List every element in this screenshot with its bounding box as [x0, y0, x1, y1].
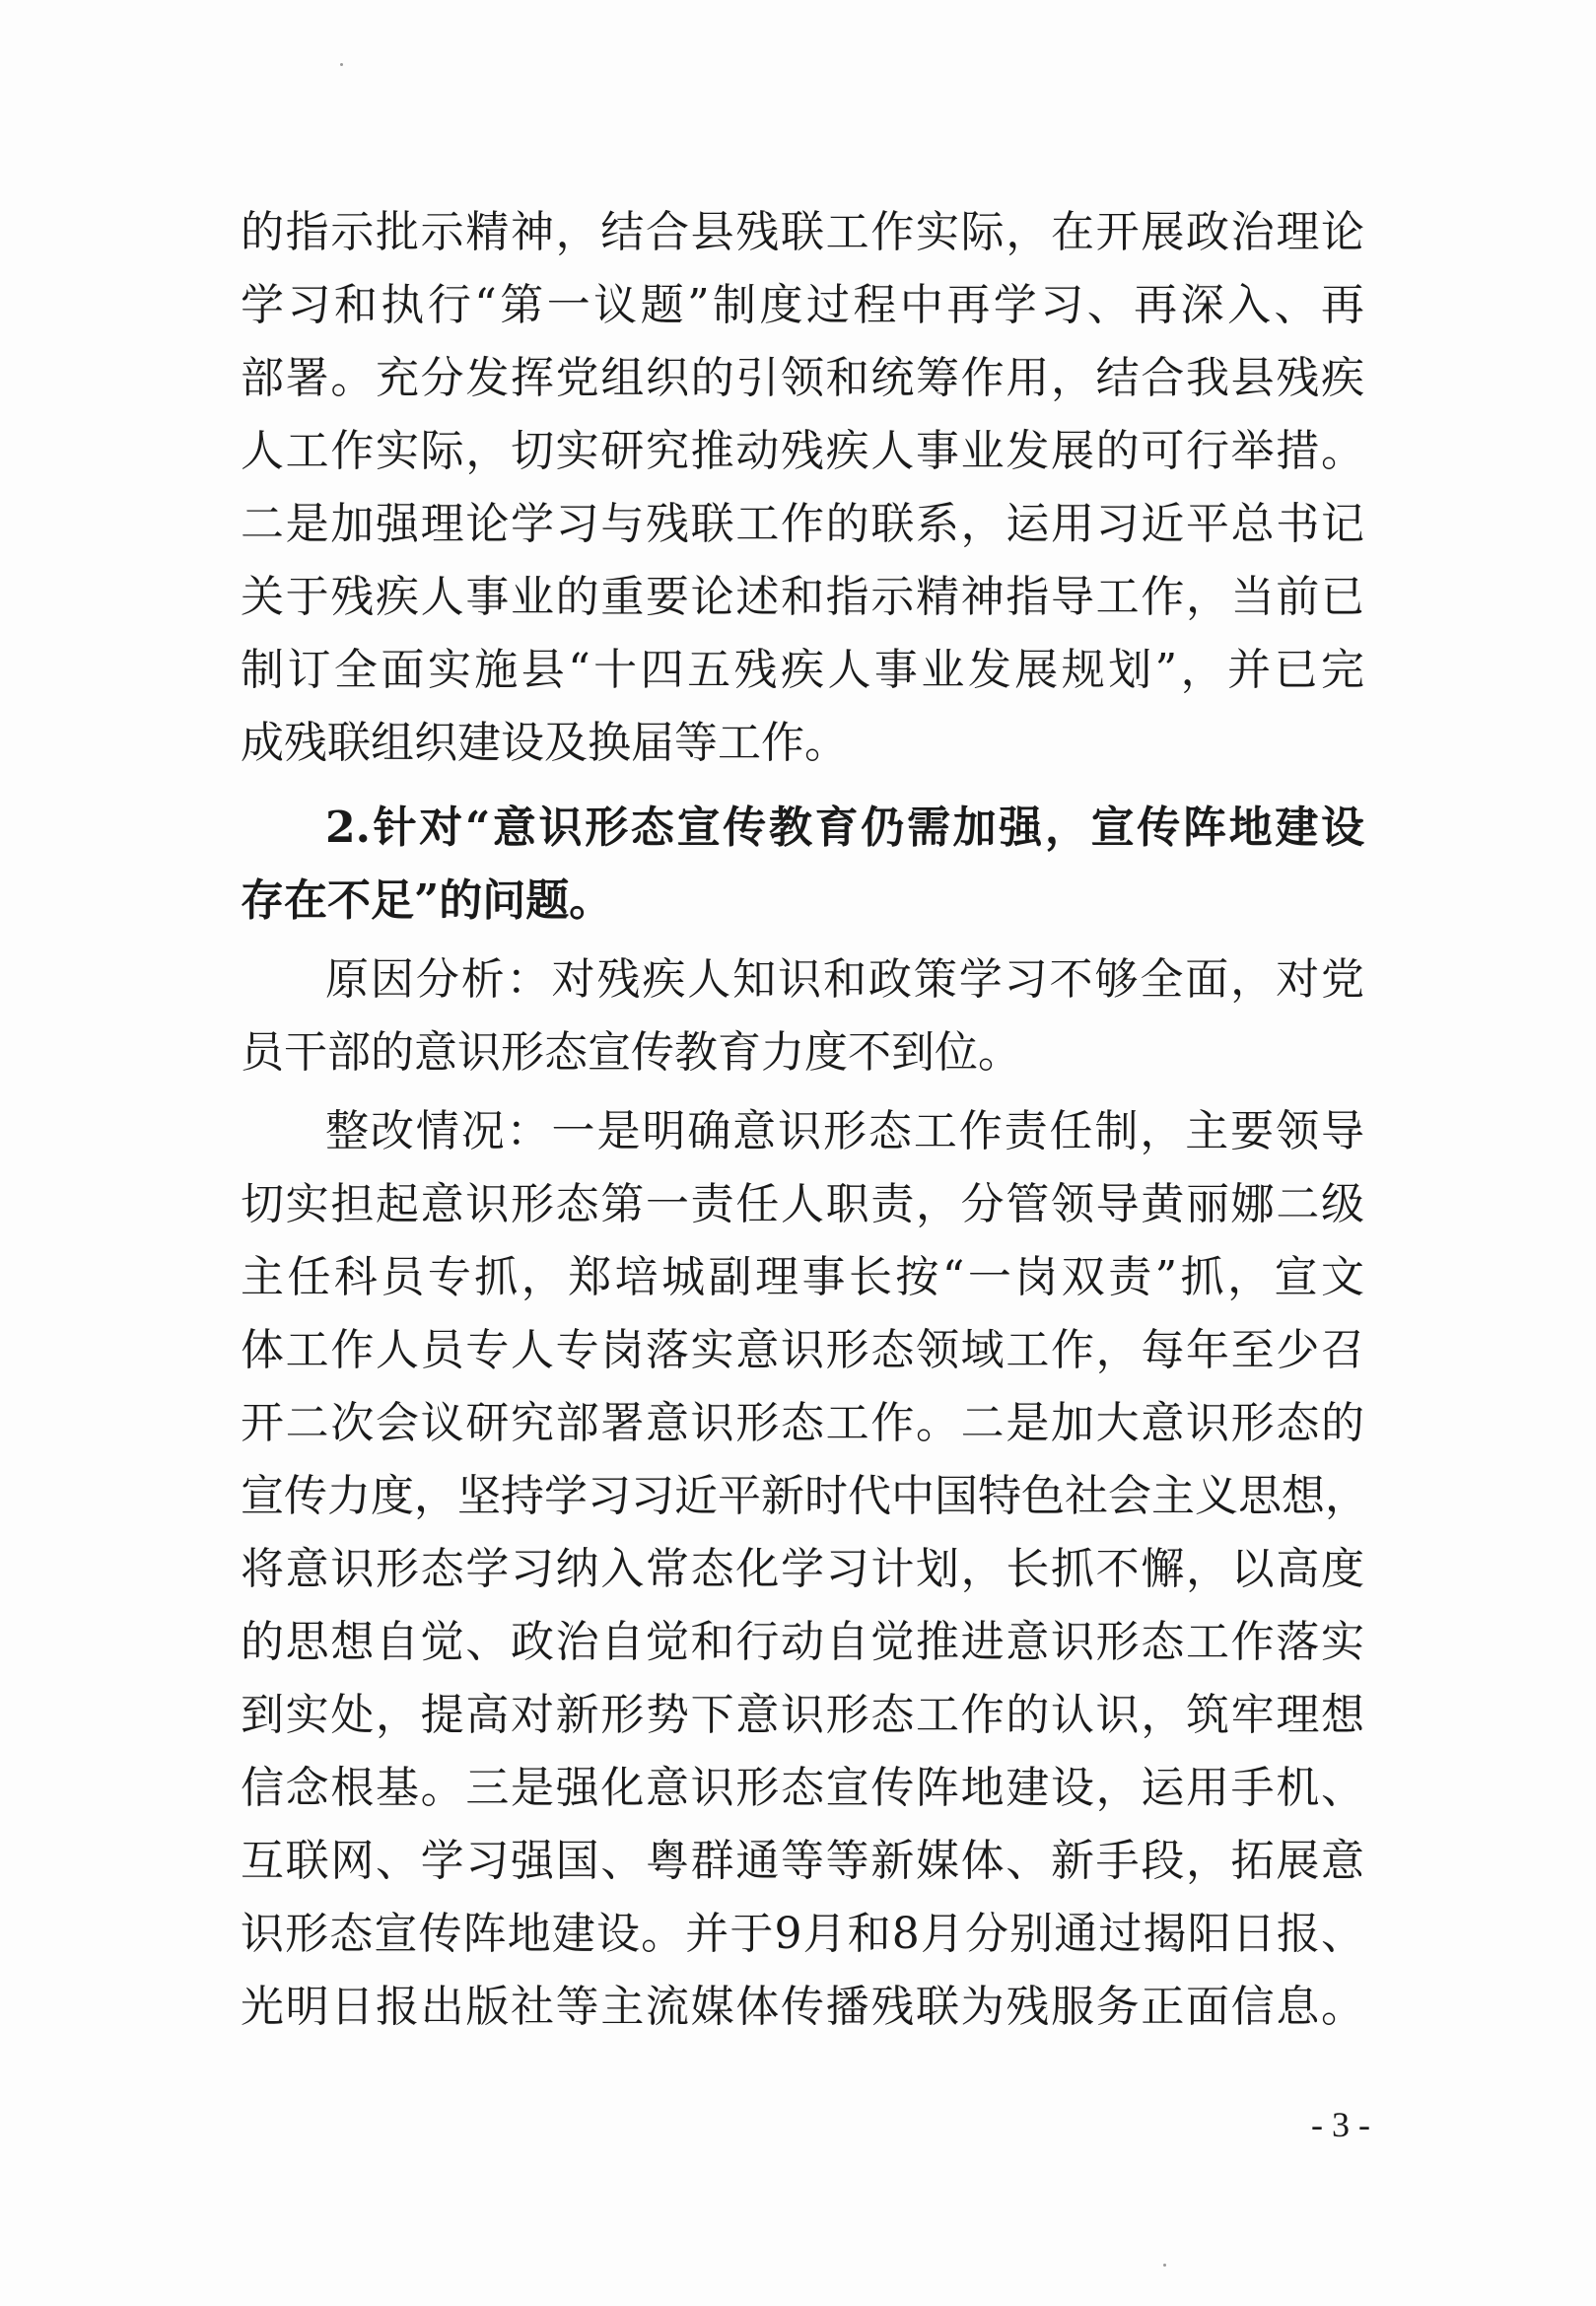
body-line: 信念根基。三是强化意识形态宣传阵地建设，运用手机、: [241, 1763, 1364, 1813]
body-line: 切实担起意识形态第一责任人职责，分管领导黄丽娜二级: [241, 1179, 1364, 1229]
body-line: 光明日报出版社等主流媒体传播残联为残服务正面信息。: [241, 1982, 1364, 2032]
body-line: 部署。充分发挥党组织的引领和统筹作用，结合我县残疾: [241, 353, 1364, 403]
body-line: 宣传力度，坚持学习习近平新时代中国特色社会主义思想，: [241, 1471, 1368, 1521]
body-line: 整改情况：一是明确意识形态工作责任制，主要领导: [325, 1106, 1364, 1156]
section-heading: 存在不足”的问题。: [241, 875, 613, 926]
body-line: 开二次会议研究部署意识形态工作。二是加大意识形态的: [241, 1398, 1364, 1448]
body-line: 互联网、学习强国、粤群通等等新媒体、新手段，拓展意: [241, 1836, 1364, 1886]
body-line: 到实处，提高对新形势下意识形态工作的认识，筑牢理想: [241, 1690, 1364, 1740]
body-line: 识形态宣传阵地建设。并于9月和8月分别通过揭阳日报、: [241, 1909, 1364, 1959]
body-line: 二是加强理论学习与残联工作的联系，运用习近平总书记: [241, 499, 1364, 549]
body-line: 成残联组织建设及换届等工作。: [241, 718, 848, 768]
body-line: 的指示批示精神，结合县残联工作实际，在开展政治理论: [241, 207, 1364, 257]
body-line: 学习和执行“第一议题”制度过程中再学习、再深入、再: [241, 280, 1364, 330]
page-number: - 3 -: [1311, 2105, 1370, 2144]
body-line: 关于残疾人事业的重要论述和指示精神指导工作，当前已: [241, 572, 1364, 622]
body-line: 员干部的意识形态宣传教育力度不到位。: [241, 1027, 1021, 1078]
section-heading: 2.针对“意识形态宣传教育仍需加强，宣传阵地建设: [325, 803, 1364, 853]
body-line: 原因分析：对残疾人知识和政策学习不够全面，对党: [325, 954, 1364, 1005]
scan-speck: [340, 63, 343, 66]
scan-speck: [1163, 2264, 1166, 2267]
body-line: 制订全面实施县“十四五残疾人事业发展规划”，并已完: [241, 645, 1364, 695]
body-line: 主任科员专抓，郑培城副理事长按“一岗双责”抓，宣文: [241, 1252, 1364, 1302]
body-line: 体工作人员专人专岗落实意识形态领域工作，每年至少召: [241, 1325, 1364, 1375]
body-line: 人工作实际，切实研究推动残疾人事业发展的可行举措。: [241, 426, 1364, 476]
body-line: 的思想自觉、政治自觉和行动自觉推进意识形态工作落实: [241, 1617, 1364, 1667]
body-line: 将意识形态学习纳入常态化学习计划，长抓不懈，以高度: [241, 1544, 1364, 1594]
